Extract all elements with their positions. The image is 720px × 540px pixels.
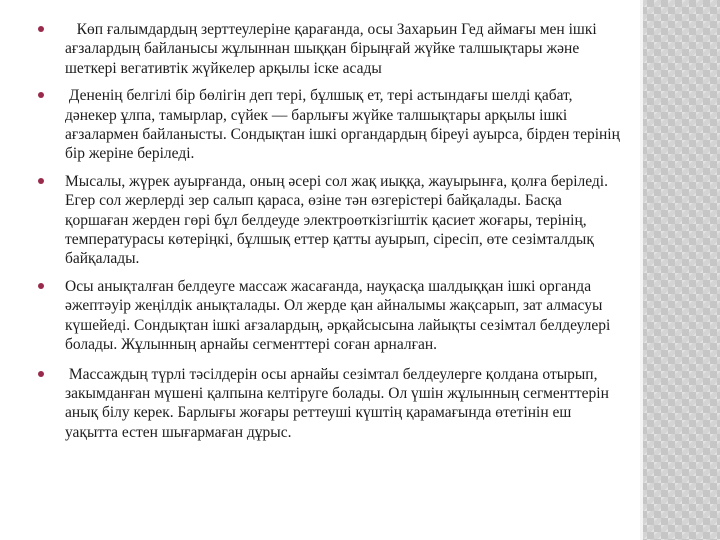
bullet-dot-icon [38,371,44,377]
bullet-list [38,20,624,450]
paragraph-text: Осы анықталған белдеуге массаж жасағанда, науқасқа шалдыққан ішкі органда әжептәуір жеңілдік анықталады. Ол жерде қан айналымы жақсарып, зат алмасуы күшейеді. Сондықтан ішкі ағзалардың, әрқайсысына лайықты сезімтал белдеулері болады. Жұлынның арнайы сегменттері соған арналған. [65,277,615,354]
paragraph-text: Көп ғалымдардың зерттеулеріне қарағанда, осы Захарьин Гед аймағы мен ішкі ағзалардың байланысы жұлыннан шыққан бірыңғай жүйке талшықтары және шеткері вегативтік жүйкелер арқылы іске асады [65,21,601,77]
paragraph-text: Дененің белгілі бір бөлігін деп тері, бұлшық ет, тері астындағы шелді қабат, дәнекер ұлпа, тамырлар, сүйек — барлығы жүйке талшықтары арқылы ішкі ағзалармен байланысты. Сондықтан ішкі органдардың біреуі ауырса, бірден терінің бір жеріне беріледі. [65,87,624,163]
list-item [38,172,624,269]
list-item [38,86,624,164]
decorative-side-pattern [640,0,720,540]
bullet-dot-icon [38,26,44,32]
list-item [38,365,624,443]
paragraph-text: Массаждың түрлі тәсілдерін осы арнайы сезімтал белдеулерге қолдана отырып, закымданған мүшені қалпына келтіруге болады. Ол үшін жұлынның сегменттерін анық білу керек. Барлығы жоғары реттеуші күштің қарамағында өтетінін еш уақытта естен шығармаған дұрыс. [65,365,613,441]
bullet-dot-icon [38,92,44,98]
list-item [38,277,624,355]
bullet-dot-icon [38,178,44,184]
paragraph-text: Мысалы, жүрек ауырғанда, оның әсері сол жақ иыққа, жауырынға, қолға беріледі. Егер сол жерлерді зер салып қараса, өзіне тән өзгерістері байқалады. Басқа қоршаған жерден гөрі бұл белдеуде электроөткізгіштік қасиет жоғары, терінің, температурасы көтеріңкі, бұлшық еттер қатты ауырып, сіресіп, өте сезімталдық байқалады. [65,172,612,268]
list-item [38,20,624,78]
bullet-dot-icon [38,283,44,289]
